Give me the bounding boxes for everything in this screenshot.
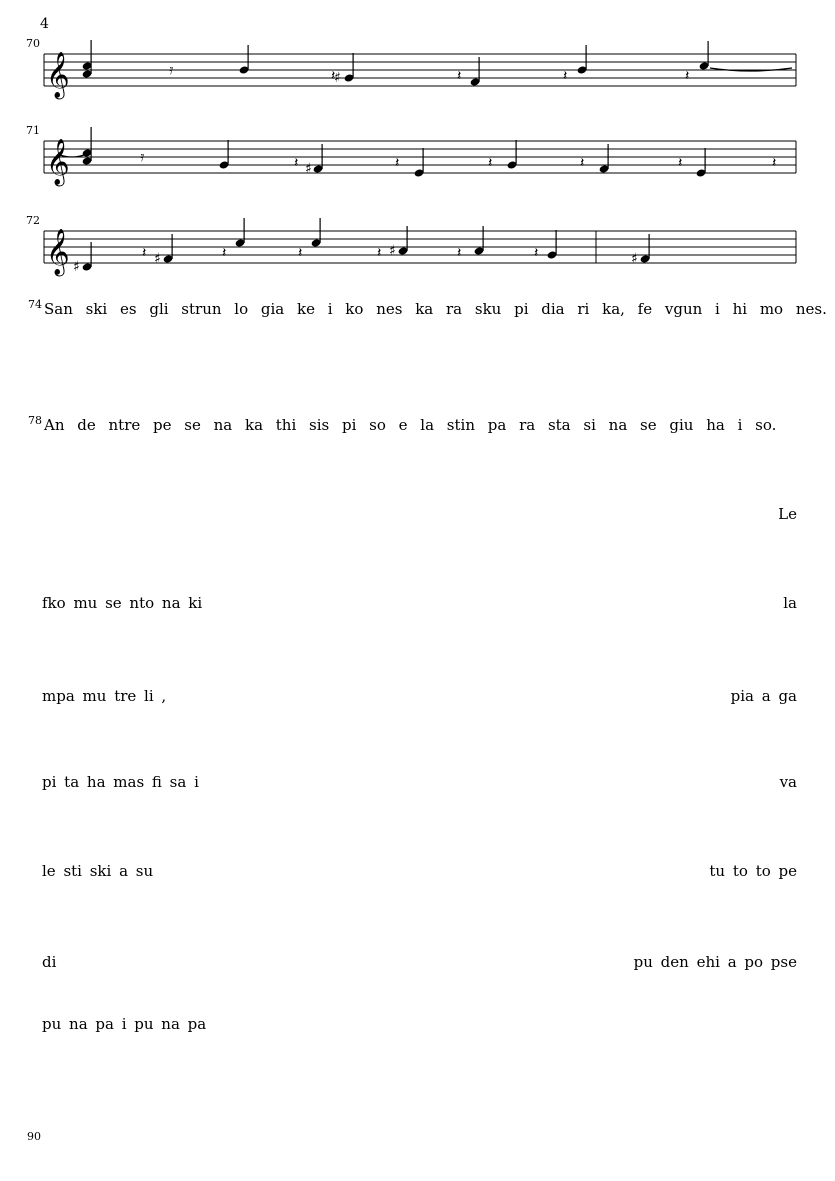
- svg-text:♯: ♯: [154, 251, 161, 267]
- svg-text:𝄿: 𝄿: [169, 62, 174, 78]
- treble-clef-icon: 𝄞: [46, 52, 70, 98]
- staff-system-3: [0, 217, 835, 287]
- svg-text:𝄽: 𝄽: [298, 245, 303, 261]
- lyric-row-left: le sti ski a su: [42, 862, 154, 880]
- lyric-text: San ski es gli strun lo gia ke i ko nes ka ra sku pi dia ri ka, fe vgun i hi mo nes.: [44, 300, 827, 318]
- lyric-row-right: tu to to pe: [709, 862, 797, 880]
- svg-text:𝄽: 𝄽: [294, 155, 299, 171]
- svg-text:♯: ♯: [334, 70, 341, 86]
- svg-text:𝄽: 𝄽: [377, 245, 382, 261]
- lyric-row-right: la: [783, 594, 797, 612]
- svg-text:♯: ♯: [305, 161, 312, 177]
- lyric-row-left: pi ta ha mas fi sa i: [42, 773, 199, 791]
- lyric-line-78: [28, 414, 776, 434]
- lyric-line-number: 78: [28, 414, 42, 427]
- treble-clef-icon: 𝄞: [46, 139, 70, 185]
- svg-text:𝄽: 𝄽: [457, 68, 462, 84]
- svg-text:𝄿: 𝄿: [140, 149, 145, 165]
- measure-number-70: 70: [26, 37, 40, 50]
- lyric-row-right: Le: [778, 505, 797, 523]
- svg-text:𝄽: 𝄽: [142, 245, 147, 261]
- svg-text:𝄽: 𝄽: [678, 155, 683, 171]
- lyric-row-left: di: [42, 953, 57, 971]
- staff-system-2: [0, 127, 835, 197]
- svg-text:𝄽: 𝄽: [457, 245, 462, 261]
- lyric-text: An de ntre pe se na ka thi sis pi so e la stin pa ra sta si na se giu ha i so.: [44, 416, 777, 434]
- svg-text:𝄽: 𝄽: [685, 68, 690, 84]
- lyric-row-right: va: [779, 773, 797, 791]
- treble-clef-icon: 𝄞: [46, 229, 70, 275]
- svg-text:♯: ♯: [389, 243, 396, 259]
- svg-text:♯: ♯: [631, 251, 638, 267]
- lyric-line-number: 74: [28, 298, 42, 311]
- lyric-row-left: mpa mu tre li ,: [42, 687, 167, 705]
- lyric-line-74: [28, 298, 827, 318]
- footer-measure-number: 90: [27, 1130, 41, 1143]
- svg-text:𝄽: 𝄽: [395, 155, 400, 171]
- svg-text:♯: ♯: [73, 259, 80, 275]
- lyric-row-left: pu na pa i pu na pa: [42, 1015, 207, 1033]
- lyric-row-right: pia a ga: [730, 687, 797, 705]
- lyric-row-left: fko mu se nto na ki: [42, 594, 203, 612]
- svg-text:𝄽: 𝄽: [580, 155, 585, 171]
- measure-number-71: 71: [26, 124, 40, 137]
- svg-text:𝄽: 𝄽: [331, 68, 336, 84]
- staff-system-1: [0, 40, 835, 110]
- svg-text:𝄽: 𝄽: [534, 245, 539, 261]
- svg-text:𝄽: 𝄽: [222, 245, 227, 261]
- page-number: 4: [40, 16, 49, 32]
- svg-text:𝄽: 𝄽: [488, 155, 493, 171]
- lyric-row-right: pu den ehi a po pse: [633, 953, 797, 971]
- measure-number-72: 72: [26, 214, 40, 227]
- svg-text:𝄽: 𝄽: [772, 155, 777, 171]
- svg-text:𝄽: 𝄽: [563, 68, 568, 84]
